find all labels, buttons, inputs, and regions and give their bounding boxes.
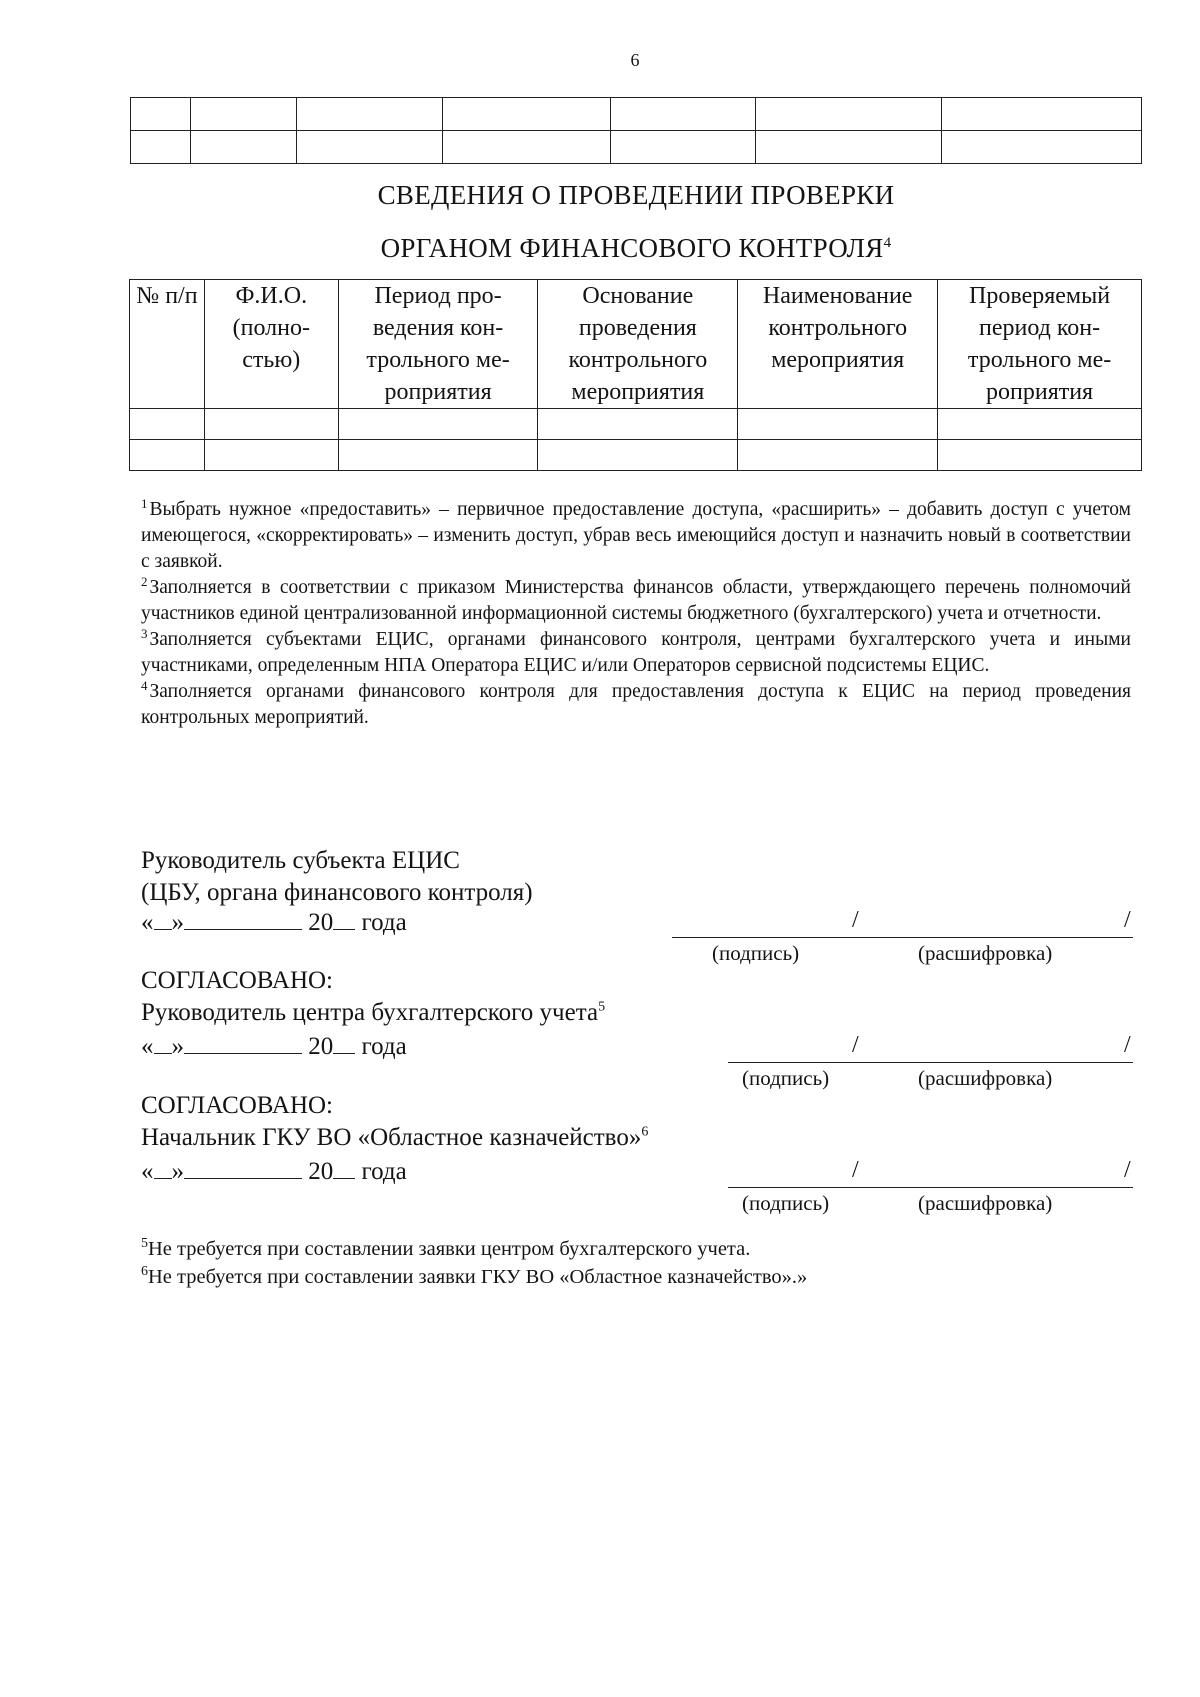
caption-signature: (подпись) bbox=[742, 1066, 830, 1090]
year-suffix: года bbox=[361, 1033, 407, 1060]
table-cell bbox=[131, 98, 191, 131]
table-cell bbox=[756, 131, 942, 164]
table-cell bbox=[130, 440, 205, 471]
month-blank[interactable] bbox=[184, 928, 302, 930]
table-cell bbox=[538, 440, 738, 471]
table-cell bbox=[938, 409, 1142, 440]
head-title-line2: (ЦБУ, органа финансового контроля) bbox=[141, 879, 533, 906]
quote-close: » bbox=[171, 909, 184, 936]
year-suffix: года bbox=[361, 1158, 407, 1185]
footnote-text: Заполняется в соответствии с приказом Министерства финансов области, утверждающего перечень полномочий участников единой централизованной информационной системы бюджетного (бухгалтерского) учета и отчетности. bbox=[141, 577, 1131, 624]
quote-open: « bbox=[141, 1158, 154, 1185]
footnote bbox=[141, 627, 1131, 679]
caption-signature: (подпись) bbox=[742, 1191, 830, 1215]
quote-close: » bbox=[171, 1158, 184, 1185]
section-title-line1: СВЕДЕНИЯ О ПРОВЕДЕНИИ ПРОВЕРКИ bbox=[377, 180, 895, 210]
table-cell bbox=[131, 131, 191, 164]
date-field bbox=[141, 1158, 407, 1186]
col-header-event-name: Наименование контрольного мероприятия bbox=[738, 280, 938, 409]
year-blank[interactable] bbox=[333, 1177, 355, 1179]
section-title-text: ОРГАНОМ ФИНАНСОВОГО КОНТРОЛЯ bbox=[380, 233, 884, 263]
caption-signature: (подпись) bbox=[712, 941, 800, 965]
footnote-number: 3 bbox=[141, 625, 148, 641]
footnote-number: 5 bbox=[141, 1236, 148, 1252]
month-blank[interactable] bbox=[184, 1052, 302, 1054]
signature-slash: / bbox=[852, 1157, 859, 1183]
date-field bbox=[141, 1033, 407, 1061]
quote-open: « bbox=[141, 909, 154, 936]
signature-line[interactable] bbox=[672, 937, 1133, 938]
year-blank[interactable] bbox=[333, 1052, 355, 1054]
table-cell bbox=[338, 409, 538, 440]
table-header-row bbox=[130, 280, 1142, 409]
head-title-line1: Руководитель субъекта ЕЦИС bbox=[141, 847, 460, 874]
signature-slash: / bbox=[852, 1032, 859, 1058]
year-suffix: года bbox=[361, 909, 407, 936]
quote-close: » bbox=[171, 1033, 184, 1060]
table-cell bbox=[538, 409, 738, 440]
quote-open: « bbox=[141, 1033, 154, 1060]
year-prefix: 20 bbox=[308, 1033, 334, 1060]
table-cell bbox=[296, 98, 442, 131]
table-row bbox=[130, 409, 1142, 440]
footnote bbox=[141, 1235, 807, 1263]
caption-decoding: (расшифровка) bbox=[918, 941, 1053, 965]
table-cell bbox=[942, 131, 1142, 164]
caption-decoding: (расшифровка) bbox=[918, 1066, 1053, 1090]
table-row bbox=[130, 440, 1142, 471]
table-cell bbox=[756, 98, 942, 131]
day-blank[interactable] bbox=[154, 1052, 172, 1054]
table-cell bbox=[610, 98, 756, 131]
table-cell bbox=[190, 98, 296, 131]
table-row bbox=[131, 98, 1142, 131]
year-prefix: 20 bbox=[308, 909, 334, 936]
footnote-ref: 6 bbox=[641, 1124, 649, 1140]
footnote-text: Выбрать нужное «предоставить» – первичное предоставление доступа, «расширить» – добавить доступ с учетом имеющегося, «скорректировать» – изменить доступ, убрав весь имеющийся доступ и назначить новый в соответствии с заявкой. bbox=[141, 499, 1131, 572]
section-title-line2 bbox=[130, 233, 1142, 264]
table-cell bbox=[442, 98, 610, 131]
signature-slash-end: / bbox=[1124, 1032, 1131, 1058]
footnote bbox=[141, 575, 1131, 627]
signature-slash-end: / bbox=[1124, 907, 1131, 933]
footnote-text: Заполняется органами финансового контроля для предоставления доступа к ЕЦИС на период проведения контрольных мероприятий. bbox=[141, 681, 1131, 728]
footnote-number: 6 bbox=[141, 1264, 148, 1280]
footnote-number: 2 bbox=[141, 573, 148, 589]
col-header-name: Ф.И.О. (полно- стью) bbox=[204, 280, 338, 409]
date-field bbox=[141, 909, 407, 937]
table-cell bbox=[610, 131, 756, 164]
year-prefix: 20 bbox=[308, 1158, 334, 1185]
signature-line[interactable] bbox=[728, 1062, 1133, 1063]
day-blank[interactable] bbox=[154, 928, 172, 930]
day-blank[interactable] bbox=[154, 1177, 172, 1179]
table-cell bbox=[442, 131, 610, 164]
accounting-head-text: Руководитель центра бухгалтерского учета bbox=[141, 999, 599, 1026]
footnote bbox=[141, 1263, 807, 1291]
table-cell bbox=[204, 440, 338, 471]
table-cell bbox=[190, 131, 296, 164]
signature-slash-end: / bbox=[1124, 1157, 1131, 1183]
col-header-number: № п/п bbox=[130, 280, 205, 409]
inspection-table bbox=[129, 279, 1142, 471]
footnote-ref: 4 bbox=[883, 235, 892, 251]
approved-label: СОГЛАСОВАНО: bbox=[141, 1092, 334, 1119]
table-cell bbox=[338, 440, 538, 471]
table-row bbox=[131, 131, 1142, 164]
table-cell bbox=[938, 440, 1142, 471]
table-cell bbox=[738, 440, 938, 471]
page-number: 6 bbox=[630, 50, 640, 70]
col-header-basis: Основание проведения контрольного мероприятия bbox=[538, 280, 738, 409]
signature-slash: / bbox=[852, 907, 859, 933]
col-header-checked-period: Проверяемый период кон- трольного ме- роприятия bbox=[938, 280, 1142, 409]
month-blank[interactable] bbox=[184, 1177, 302, 1179]
approved-label: СОГЛАСОВАНО: bbox=[141, 967, 334, 994]
continuation-table bbox=[130, 97, 1142, 164]
footnote bbox=[141, 497, 1131, 575]
bottom-footnotes bbox=[141, 1235, 807, 1291]
treasury-head-text: Начальник ГКУ ВО «Областное казначейство» bbox=[141, 1124, 642, 1151]
treasury-head-title bbox=[141, 1122, 648, 1154]
footnote-text: Заполняется субъектами ЕЦИС, органами финансового контроля, центрами бухгалтерского учета и иными участниками, определенным НПА Оператора ЕЦИС и/или Операторов сервисной подсистемы ЕЦИС. bbox=[141, 629, 1131, 676]
footnote-number: 1 bbox=[141, 495, 148, 511]
footnotes bbox=[141, 497, 1131, 731]
table-cell bbox=[130, 409, 205, 440]
footnote-ref: 5 bbox=[598, 999, 606, 1015]
footnote bbox=[141, 679, 1131, 731]
signature-line[interactable] bbox=[728, 1187, 1133, 1188]
footnote-text: Не требуется при составлении заявки центром бухгалтерского учета. bbox=[148, 1238, 751, 1260]
table-cell bbox=[738, 409, 938, 440]
accounting-head-title bbox=[141, 997, 605, 1029]
caption-decoding: (расшифровка) bbox=[918, 1191, 1053, 1215]
col-header-period: Период про- ведения кон- трольного ме- роприятия bbox=[338, 280, 538, 409]
footnote-number: 4 bbox=[141, 677, 148, 693]
table-cell bbox=[296, 131, 442, 164]
table-cell bbox=[204, 409, 338, 440]
footnote-text: Не требуется при составлении заявки ГКУ ВО «Областное казначейство».» bbox=[148, 1266, 808, 1288]
table-cell bbox=[942, 98, 1142, 131]
year-blank[interactable] bbox=[333, 928, 355, 930]
